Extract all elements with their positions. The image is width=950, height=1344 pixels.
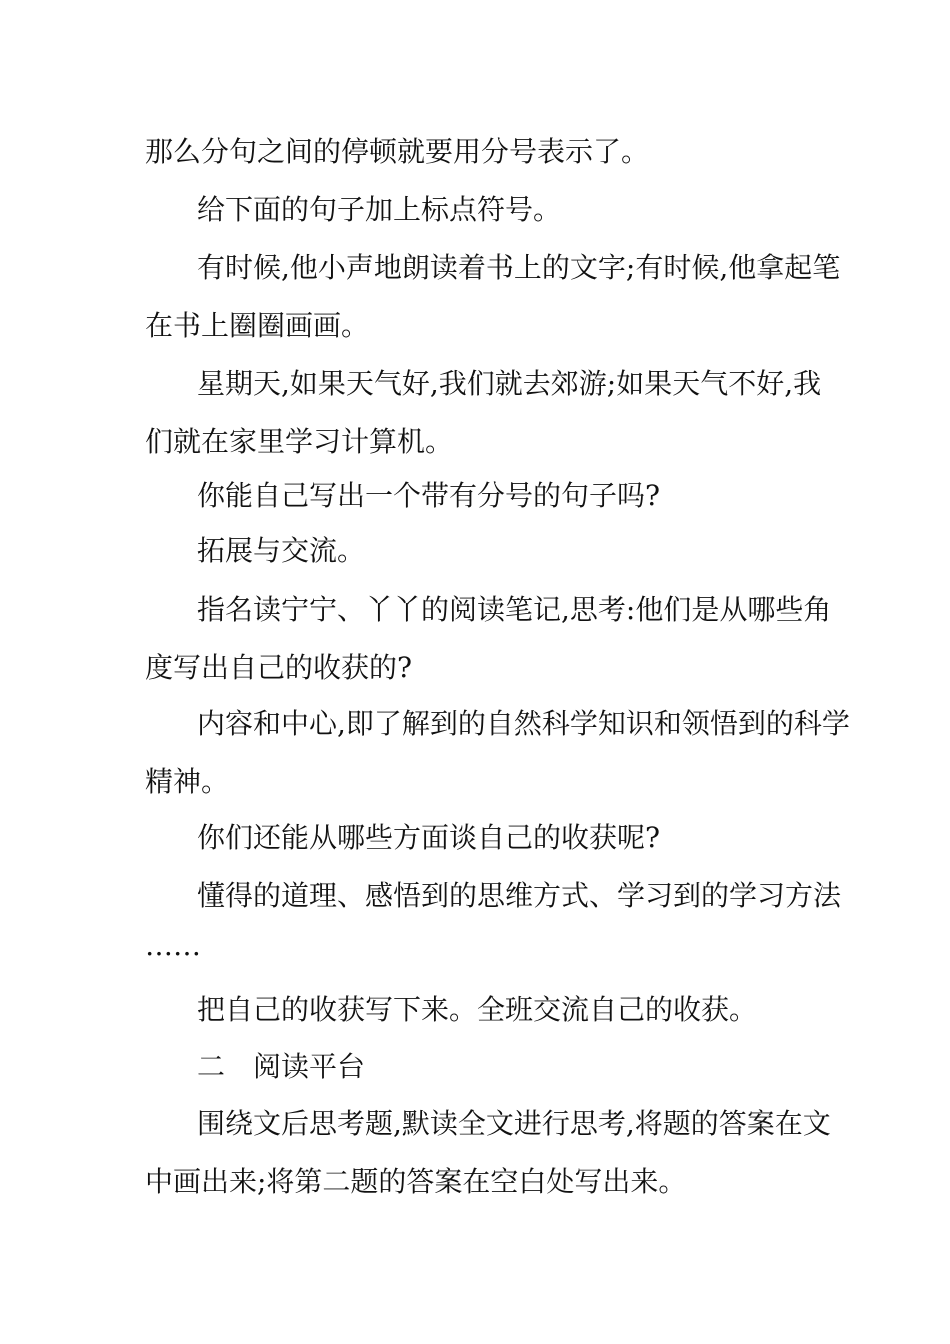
text-line: 给下面的句子加上标点符号。 [197, 193, 562, 226]
text-line: 星期天,如果天气好,我们就去郊游;如果天气不好,我 [197, 367, 822, 400]
text-line: 指名读宁宁、丫丫的阅读笔记,思考:他们是从哪些角 [197, 593, 832, 626]
text-line: 你们还能从哪些方面谈自己的收获呢? [197, 821, 661, 854]
text-line: 们就在家里学习计算机。 [145, 425, 454, 458]
text-line: 在书上圈圈画画。 [145, 309, 370, 342]
section-heading: 二 阅读平台 [197, 1050, 366, 1083]
text-line: 把自己的收获写下来。全班交流自己的收获。 [197, 993, 758, 1026]
text-line: 你能自己写出一个带有分号的句子吗? [197, 479, 661, 512]
text-line: …… [145, 929, 201, 962]
text-line: 有时候,他小声地朗读着书上的文字;有时候,他拿起笔 [197, 251, 841, 284]
text-line: 围绕文后思考题,默读全文进行思考,将题的答案在文 [197, 1107, 831, 1140]
text-line: 拓展与交流。 [197, 534, 366, 567]
text-line: 精神。 [145, 765, 230, 798]
text-line: 度写出自己的收获的? [145, 651, 413, 684]
text-line: 中画出来;将第二题的答案在空白处写出来。 [145, 1165, 687, 1198]
text-line: 那么分句之间的停顿就要用分号表示了。 [145, 135, 650, 168]
text-line: 懂得的道理、感悟到的思维方式、学习到的学习方法 [197, 879, 842, 912]
text-line: 内容和中心,即了解到的自然科学知识和领悟到的科学 [197, 707, 850, 740]
